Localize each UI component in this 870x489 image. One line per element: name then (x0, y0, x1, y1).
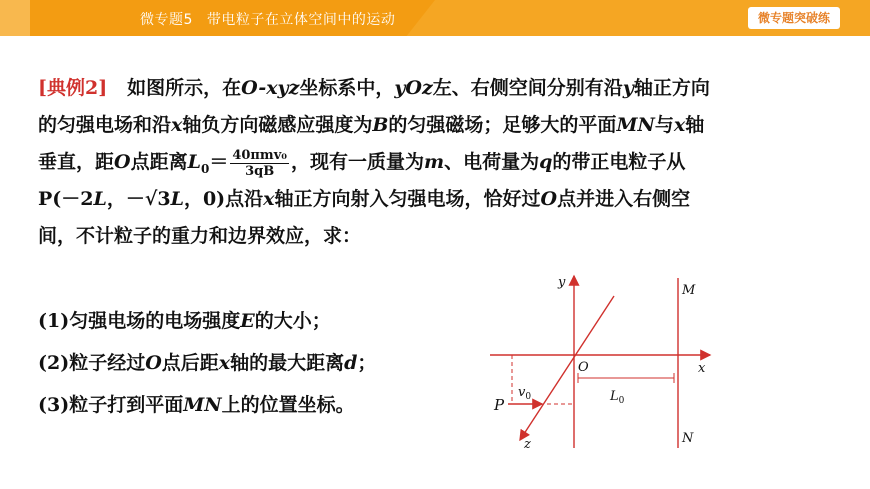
text: 垂直，距 (38, 151, 115, 173)
var-L: L (93, 188, 107, 210)
problem-line-1 (38, 70, 838, 107)
text: 的匀强磁场；足够大的平面 (388, 114, 617, 136)
var-E: E (240, 310, 255, 332)
text: (3)粒子打到平面 (38, 394, 184, 416)
var-d: d (344, 352, 358, 374)
coord-system: O-xyz (241, 77, 300, 99)
v0-label (518, 385, 531, 402)
coordinate-figure (478, 268, 738, 478)
text: ，－√3 (106, 188, 171, 210)
m-label: M (682, 283, 696, 298)
l-label: L (610, 389, 619, 404)
text: P(－2 (38, 188, 94, 210)
fraction-denominator: 3qB (245, 163, 275, 179)
problem-line-5 (38, 218, 838, 255)
var-L0: L (187, 151, 201, 173)
question-2 (38, 342, 376, 384)
problem-line-4 (38, 181, 838, 218)
text: ，现有一质量为 (290, 151, 424, 173)
text: 轴的最大距离 (230, 352, 345, 374)
var-q: q (539, 151, 553, 173)
text: 轴 (685, 114, 705, 136)
var-y: y (622, 77, 634, 99)
var-O: O (540, 188, 558, 210)
origin-label: O (578, 360, 589, 375)
text: 轴负方向磁感应强度为 (182, 114, 373, 136)
example-tag: [典例2] (38, 77, 108, 99)
plane-MN: MN (616, 114, 655, 136)
y-axis-label: y (558, 275, 566, 290)
question-list (38, 300, 376, 426)
subscript: 0 (200, 161, 210, 176)
text: 左、右侧空间分别有沿 (432, 77, 623, 99)
var-m: m (423, 151, 445, 173)
text: (2)粒子经过 (38, 352, 146, 374)
question-3 (38, 384, 376, 426)
text: 点并进入右侧空 (557, 188, 691, 210)
text: 间，不计粒子的重力和边界效应，求： (38, 225, 362, 247)
var-x: x (263, 188, 275, 210)
l-subscript: 0 (618, 396, 625, 406)
header-title (140, 9, 409, 29)
text: 与 (654, 114, 674, 136)
var-O: O (114, 151, 131, 173)
plane-MN: MN (183, 394, 222, 416)
text: 的匀强电场和沿 (38, 114, 172, 136)
x-axis-label: x (698, 361, 706, 376)
problem-text (38, 70, 838, 255)
l0-label (609, 389, 625, 406)
header-bar (0, 0, 870, 36)
text: 点距离 (130, 151, 188, 173)
var-B: B (372, 114, 389, 136)
equals: ＝ (209, 151, 229, 173)
header-stripe (0, 0, 30, 36)
section-badge[interactable]: 微专题突破练 (748, 7, 840, 29)
text: ，0)点沿 (183, 188, 264, 210)
v-subscript: 0 (525, 392, 532, 402)
topic-label: 微专题5 (140, 12, 193, 28)
text: ； (357, 352, 377, 374)
text: 的带正电粒子从 (552, 151, 686, 173)
text: 轴正方向射入匀强电场，恰好过 (274, 188, 541, 210)
p-label: P (494, 396, 505, 414)
text: 坐标系中， (299, 77, 395, 99)
text: 、电荷量为 (444, 151, 540, 173)
problem-line-3 (38, 144, 838, 181)
var-x: x (218, 352, 231, 374)
var-L: L (170, 188, 184, 210)
plane-yoz: yOz (394, 77, 433, 99)
z-axis (520, 296, 614, 440)
fraction-numerator: 40πmv₀ (232, 147, 287, 163)
topic-title: 带电粒子在立体空间中的运动 (206, 12, 396, 28)
v-label: v (518, 385, 526, 400)
var-x: x (673, 114, 686, 136)
fraction-L0 (230, 148, 289, 179)
problem-line-2 (38, 107, 838, 144)
text: 如图所示，在 (127, 77, 242, 99)
z-axis-label: z (524, 437, 531, 452)
var-O: O (145, 352, 162, 374)
text: 的大小； (254, 310, 331, 332)
question-1 (38, 300, 376, 342)
text: 点后距 (161, 352, 219, 374)
text: (1)匀强电场的电场强度 (38, 310, 241, 332)
text: 上的位置坐标。 (221, 394, 355, 416)
var-x: x (171, 114, 183, 136)
text: 轴正方向 (633, 77, 710, 99)
n-label: N (682, 431, 694, 446)
